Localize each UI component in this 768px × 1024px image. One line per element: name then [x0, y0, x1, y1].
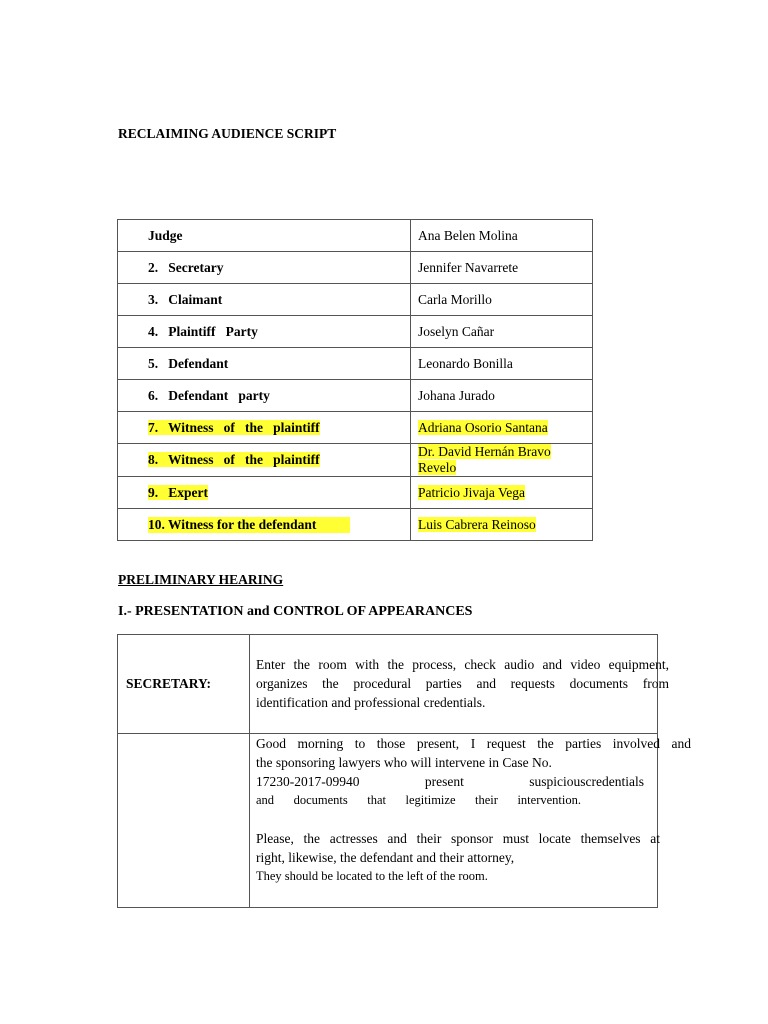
section-heading: I.- PRESENTATION and CONTROL OF APPEARANCES — [118, 604, 473, 619]
role-label: 8. Witness of the plaintiff — [148, 452, 320, 467]
person-name: Johana Jurado — [418, 387, 495, 403]
person-name: Leonardo Bonilla — [418, 355, 513, 371]
person-name: Carla Morillo — [418, 291, 492, 307]
role-label: Judge — [148, 227, 183, 243]
name-cell — [411, 316, 593, 348]
name-cell — [411, 477, 593, 509]
person-name: Luis Cabrera Reinoso — [418, 516, 536, 532]
page-title: RECLAIMING AUDIENCE SCRIPT — [118, 126, 337, 141]
text-line: Good morning to those present, I request the parties involved and — [256, 736, 691, 751]
role-row — [118, 316, 593, 348]
person-name: Patricio Jivaja Vega — [418, 484, 525, 500]
name-cell — [411, 444, 593, 477]
name-cell — [411, 252, 593, 284]
column-divider — [249, 734, 250, 907]
role-label: 5. Defendant — [148, 355, 229, 371]
preliminary-hearing-heading: PRELIMINARY HEARING — [118, 572, 284, 587]
role-label: 10. Witness for the defendant — [148, 517, 350, 533]
person-name: Adriana Osorio Santana — [418, 419, 548, 435]
role-label: 7. Witness of the plaintiff — [148, 419, 320, 435]
role-cell — [118, 444, 411, 477]
name-cell — [411, 348, 593, 380]
text-line: Enter the room with the process, check audio and video equipment, — [256, 657, 669, 672]
role-label: 2. Secretary — [148, 259, 224, 275]
role-cell — [118, 348, 411, 380]
role-label: 6. Defendant party — [148, 387, 270, 403]
role-cell — [118, 509, 411, 541]
role-row — [118, 477, 593, 509]
name-cell — [411, 220, 593, 252]
role-cell — [118, 380, 411, 412]
person-name: Ana Belen Molina — [418, 227, 518, 243]
role-cell — [118, 412, 411, 444]
text-line: the sponsoring lawyers who will intervene in Case No. — [256, 755, 552, 770]
text-line: identification and professional credentials. — [256, 695, 486, 710]
greeting-block — [117, 733, 691, 908]
greeting-text — [256, 734, 691, 810]
role-label: 4. Plaintiff Party — [148, 323, 258, 339]
role-row — [118, 509, 593, 541]
secretary-block — [117, 634, 669, 734]
role-cell — [118, 284, 411, 316]
name-cell — [411, 509, 593, 541]
column-divider — [249, 635, 250, 733]
role-cell — [118, 252, 411, 284]
text-line: organizes the procedural parties and requests documents from — [256, 676, 669, 691]
person-name: Jennifer Navarrete — [418, 259, 519, 275]
speaker-label: SECRETARY: — [126, 676, 212, 691]
role-row — [118, 284, 593, 316]
name-cell — [411, 380, 593, 412]
role-cell — [118, 316, 411, 348]
locate-text — [256, 829, 660, 886]
name-cell — [411, 284, 593, 316]
text-line: 17230-2017-09940 present suspiciouscredentials — [256, 774, 644, 789]
role-label: 3. Claimant — [148, 291, 223, 307]
text-line: Please, the actresses and their sponsor must locate themselves at — [256, 831, 660, 846]
role-row — [118, 444, 593, 477]
role-cell — [118, 477, 411, 509]
role-row — [118, 380, 593, 412]
text-line: right, likewise, the defendant and their attorney, — [256, 850, 515, 865]
role-row — [118, 412, 593, 444]
role-row — [118, 220, 593, 252]
secretary-text — [256, 655, 669, 712]
text-line: They should be located to the left of the room. — [256, 869, 488, 883]
roles-table — [117, 219, 593, 541]
name-cell — [411, 412, 593, 444]
text-line: and documents that legitimize their intervention. — [256, 793, 581, 807]
role-row — [118, 252, 593, 284]
role-label: 9. Expert — [148, 484, 208, 500]
person-name: Dr. David Hernán Bravo Revelo — [418, 444, 551, 475]
role-row — [118, 348, 593, 380]
person-name: Joselyn Cañar — [418, 323, 495, 339]
role-cell — [118, 220, 411, 252]
